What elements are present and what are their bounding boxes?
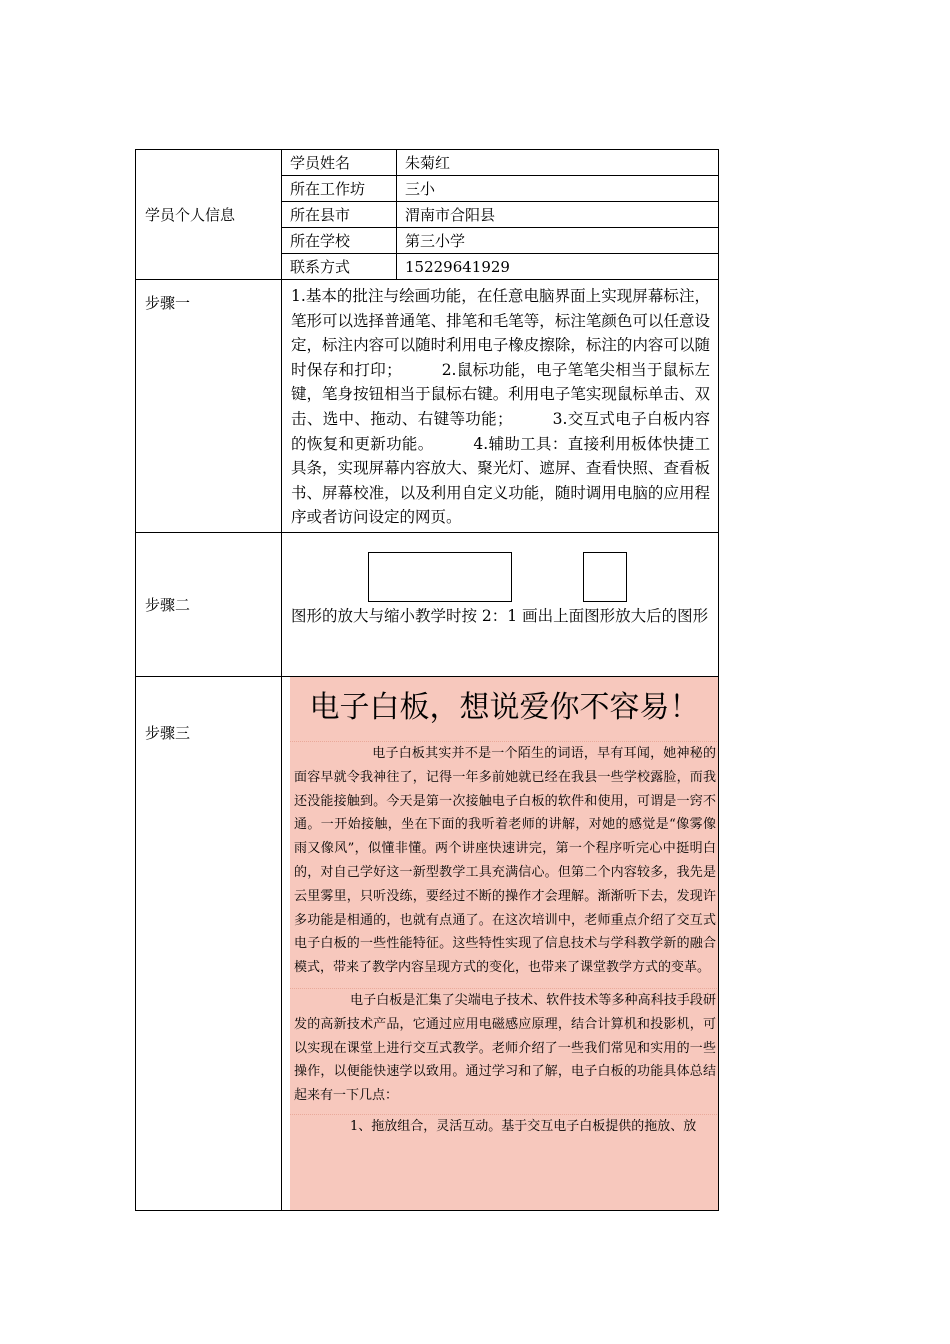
essay-title: 电子白板，想说爱你不容易！ [309,689,700,725]
essay-paragraph-text: 电子白板其实并不是一个陌生的词语，早有耳闻，她神秘的面容早就令我神往了，记得一年多前她就已经在我县一些学校露脸，而我还没能接触到。今天是第一次接触电子白板的软件和使用，可谓是一窍不通。一开始接触，坐在下面的我听着老师的讲解，对她的感觉是“像雾像雨又像风”，似懂非懂。两个讲座快速讲完，第一个程序听完心中挺明白的，对自己学好这一新型教学工具充满信心。但第二个内容较多，我先是云里雾里，只听没练，要经过不断的操作才会理解。渐渐听下去，发现许多功能是相通的，也就有点通了。在这次培训中，老师重点介绍了交互式电子白板的一些性能特征。这些特性实现了信息技术与学科教学新的融合模式，带来了教学内容呈现方式的变化，也带来了课堂教学方式的变革。 [294,745,716,976]
rectangle-shape [368,552,512,602]
info-value: 三小 [397,176,719,202]
info-row-contact [282,254,718,280]
info-value: 渭南市合阳县 [397,202,719,228]
personal-info-label: 学员个人信息 [136,150,282,280]
info-key: 所在县市 [282,202,397,228]
info-row-county [282,202,718,228]
info-value: 朱菊红 [397,150,719,176]
step2-label: 步骤二 [136,532,282,676]
essay-paragraph [290,988,718,1108]
step3-label: 步骤三 [136,676,282,1210]
form-table [135,149,719,1211]
info-row-workshop [282,176,718,202]
info-key: 学员姓名 [282,150,397,176]
step1-label: 步骤一 [136,280,282,533]
info-key: 所在工作坊 [282,176,397,202]
step3-cell [282,676,719,1210]
step1-cell [282,280,719,533]
info-row-name [282,150,718,176]
info-value: 15229641929 [405,257,510,276]
personal-info-table [282,150,718,279]
essay-highlight [290,677,718,1210]
essay-paragraph [290,1114,718,1139]
essay-paragraph [290,741,718,980]
step2-cell [282,532,719,676]
info-row-school [282,228,718,254]
step2-caption: 图形的放大与缩小教学时按 2：1 画出上面图形放大后的图形 [291,606,709,625]
document [135,149,719,1211]
info-value: 第三小学 [397,228,719,254]
info-key: 所在学校 [282,228,397,254]
step1-text: 1.基本的批注与绘画功能，在任意电脑界面上实现屏幕标注，笔形可以选择普通笔、排笔和毛笔等，标注笔颜色可以任意设定，标注内容可以随时利用电子橡皮擦除，标注的内容可以随时保存和打印； 2.鼠标功能，电子笔笔尖相当于鼠标左键，笔身按钮相当于鼠标右键。利用电子笔实现鼠标单击、双击、选中、拖动、右键等功能； 3.交互式电子白板内容的恢复和更新功能。 4.辅助工具：直接利用板体快捷工具条，实现屏幕内容放大、聚光灯、遮屏、查看快照、查看板书、屏幕校准，以及利用自定义功能，随时调用电脑的应用程序或者访问设定的网页。 [291,287,710,527]
info-key: 联系方式 [282,254,397,280]
essay-paragraph-text: 电子白板是汇集了尖端电子技术、软件技术等多种高科技手段研发的高新技术产品，它通过应用电磁感应原理，结合计算机和投影机，可以实现在课堂上进行交互式教学。老师介绍了一些我们常见和实用的一些操作，以便能快速学以致用。通过学习和了解，电子白板的功能具体总结起来有一下几点： [294,992,716,1104]
personal-info-cell [282,150,719,280]
square-shape [583,552,627,602]
essay-paragraph-text: 1、拖放组合，灵活互动。基于交互电子白板提供的拖放、放 [350,1118,697,1134]
